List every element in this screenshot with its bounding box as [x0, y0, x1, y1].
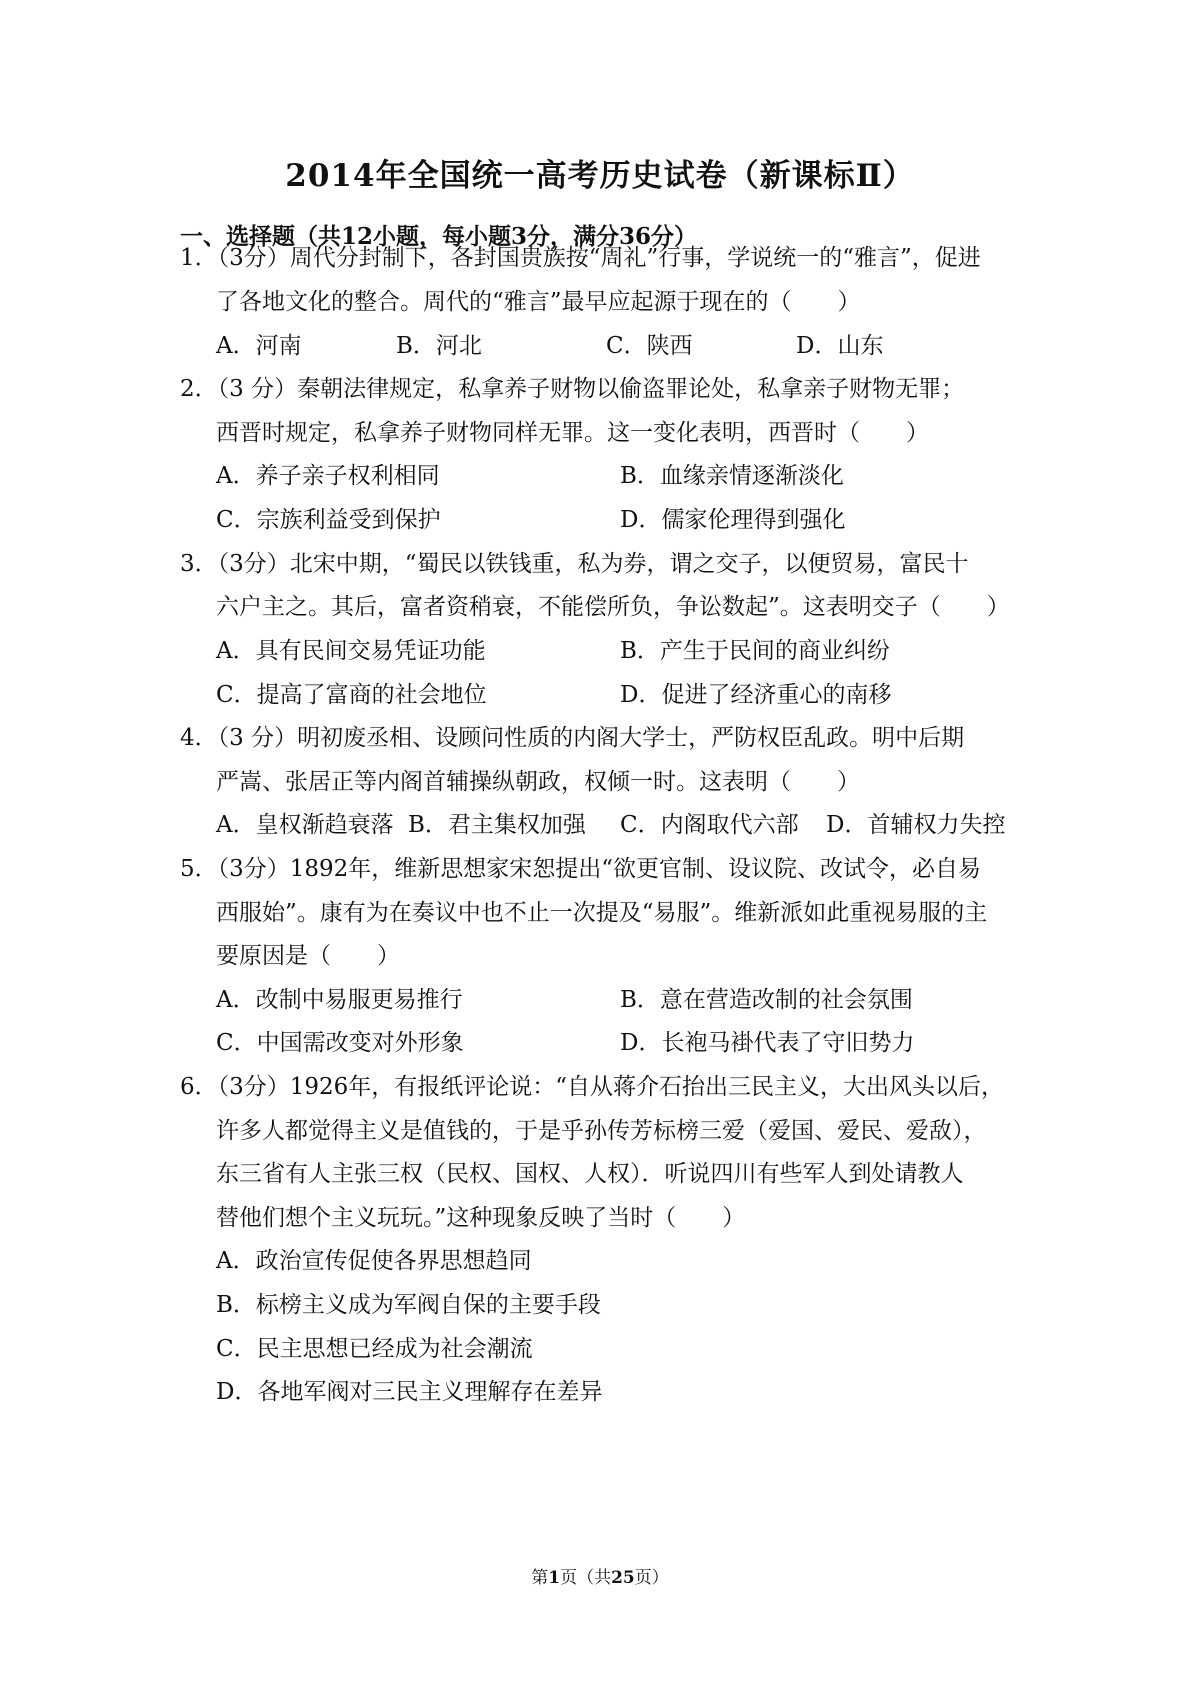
- footer-suffix: 页）: [634, 1568, 669, 1588]
- question-3-line-2: 六户主之。其后，富者资稍衰，不能偿所负，争讼数起”。这表明交子（ ）: [216, 594, 1010, 620]
- question-3-option-d: D．促进了经济重心的南移: [620, 682, 892, 708]
- question-2-option-d: D．儒家伦理得到强化: [620, 507, 846, 533]
- question-3-option-c: C．提高了富商的社会地位: [216, 682, 487, 708]
- exam-title: 2014年全国统一高考历史试卷（新课标Ⅱ）: [285, 158, 915, 194]
- question-2-option-a: A．养子亲子权利相同: [216, 463, 440, 489]
- question-5-option-b: B．意在营造改制的社会氛围: [620, 987, 913, 1013]
- question-2-option-b: B．血缘亲情逐渐淡化: [620, 463, 844, 489]
- question-2-line-1: 2．（3 分）秦朝法律规定，私拿养子财物以偷盗罪论处，私拿亲子财物无罪；: [180, 376, 965, 402]
- question-2-option-c: C．宗族利益受到保护: [216, 507, 441, 533]
- question-6-line-4: 替他们想个主义玩玩。”这种现象反映了当时（ ）: [216, 1205, 746, 1231]
- footer-total-pages: 25: [611, 1568, 635, 1588]
- question-3-option-a: A．具有民间交易凭证功能: [216, 638, 486, 664]
- question-6-line-2: 许多人都觉得主义是值钱的，于是乎孙传芳标榜三爱（爱国、爱民、爱敌），: [216, 1118, 987, 1144]
- question-1-option-b: B．河北: [396, 333, 482, 359]
- question-5-option-a: A．改制中易服更易推行: [216, 987, 463, 1013]
- question-4-option-b: B．君主集权加强: [408, 812, 586, 838]
- footer-page-number: 1: [548, 1568, 561, 1588]
- question-4-option-c: C．内阁取代六部: [620, 812, 799, 838]
- question-5-option-c: C．中国需改变对外形象: [216, 1030, 464, 1056]
- question-1-line-1: 1．（3分）周代分封制下，各封国贵族按“周礼”行事，学说统一的“雅言”，促进: [180, 245, 981, 271]
- question-6-line-1: 6．（3分）1926年，有报纸评论说：“自从蒋介石抬出三民主义，大出风头以后，: [180, 1074, 1005, 1100]
- question-5-line-3: 要原因是（ ）: [216, 943, 400, 969]
- footer-prefix: 第: [531, 1568, 549, 1588]
- question-4-option-a: A．皇权渐趋衰落: [216, 812, 394, 838]
- question-5-line-2: 西服始”。康有为在奏议中也不止一次提及“易服”。维新派如此重视易服的主: [216, 900, 988, 926]
- footer-middle: 页（共: [560, 1568, 612, 1588]
- question-1-line-2: 了各地文化的整合。周代的“雅言”最早应起源于现在的（ ）: [216, 289, 861, 315]
- question-3-option-b: B．产生于民间的商业纠纷: [620, 638, 890, 664]
- question-1-option-c: C．陕西: [606, 333, 693, 359]
- question-6-option-d: D．各地军阀对三民主义理解存在差异: [216, 1379, 603, 1405]
- question-6-option-a: A．政治宣传促使各界思想趋同: [216, 1248, 532, 1274]
- question-1-option-a: A．河南: [216, 333, 302, 359]
- question-4-line-2: 严嵩、张居正等内阁首辅操纵朝政，权倾一时。这表明（ ）: [216, 769, 860, 795]
- question-3-line-1: 3．（3分）北宋中期，“蜀民以铁钱重，私为券，谓之交子，以便贸易，富民十: [180, 551, 969, 577]
- question-4-line-1: 4．（3 分）明初废丞相、设顾问性质的内阁大学士，严防权臣乱政。明中后期: [180, 725, 965, 751]
- question-5-option-d: D．长袍马褂代表了守旧势力: [620, 1030, 915, 1056]
- question-5-line-1: 5．（3分）1892年，维新思想家宋恕提出“欲更官制、设议院、改试令，必自易: [180, 856, 982, 882]
- question-6-option-b: B．标榜主义成为军阀自保的主要手段: [216, 1292, 601, 1318]
- question-2-line-2: 西晋时规定，私拿养子财物同样无罪。这一变化表明，西晋时（ ）: [216, 420, 929, 446]
- page-footer: [0, 1563, 1200, 1588]
- section-heading: 一、选择题（共12小题，每小题3分，满分36分）: [180, 223, 698, 250]
- question-6-line-3: 东三省有人主张三权（民权、国权、人权）．听说四川有些军人到处请教人: [216, 1161, 964, 1187]
- question-6-option-c: C．民主思想已经成为社会潮流: [216, 1336, 533, 1362]
- question-1-option-d: D．山东: [796, 333, 884, 359]
- question-4-option-d: D．首辅权力失控: [826, 812, 1006, 838]
